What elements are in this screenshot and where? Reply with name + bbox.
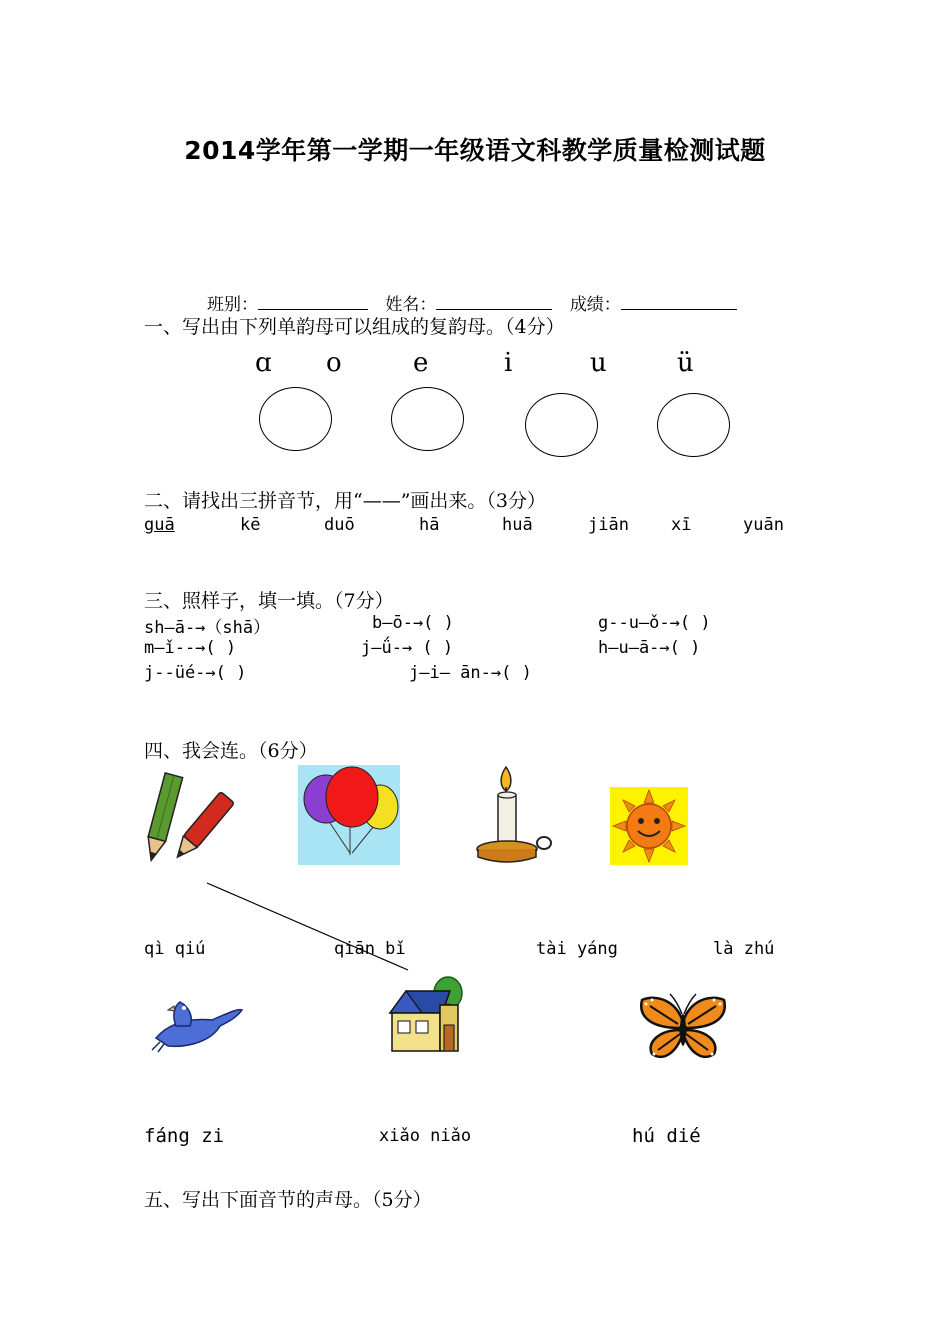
syllable-ha: hā	[419, 515, 440, 535]
bird-icon	[150, 992, 244, 1054]
section2-heading: 二、请找出三拼音节，用“——”画出来。（3分）	[144, 490, 547, 512]
section4-heading: 四、我会连。（6分）	[144, 740, 318, 762]
syllable-ke: kē	[240, 515, 261, 535]
vowel-u: u	[590, 348, 607, 378]
name-label: 姓名：	[385, 295, 437, 315]
exercise-item[interactable]: m—ǐ--→( )	[144, 638, 237, 658]
syllable-yuan: yuān	[743, 515, 784, 535]
exercise-item[interactable]: j—i— ān-→( )	[409, 663, 532, 683]
label-qiqiu: qì qiú	[144, 939, 206, 959]
syllable-hua: huā	[502, 515, 533, 535]
butterfly-icon	[636, 992, 730, 1064]
vowel-u-umlaut: ü	[677, 348, 694, 378]
syllable-xi: xī	[671, 515, 692, 535]
label-fangzi: fáng zi	[144, 1125, 225, 1147]
house-icon	[386, 975, 464, 1057]
label-xiaoniao: xiǎo niǎo	[379, 1126, 472, 1146]
syllable-jian: jiān	[588, 515, 629, 535]
class-label: 班别：	[207, 295, 258, 315]
label-taiyang: tài yáng	[536, 939, 618, 959]
exercise-item[interactable]: h—u—ā-→( )	[598, 638, 701, 658]
vowel-i: i	[504, 348, 513, 378]
section3-heading: 三、照样子，填一填。（7分）	[144, 590, 394, 612]
label-lazhu: là zhú	[713, 939, 775, 959]
section5-heading: 五、写出下面音节的声母。（5分）	[144, 1189, 432, 1211]
exercise-item[interactable]: j—ǘ-→ ( )	[361, 638, 454, 658]
exercise-item[interactable]: b—ō-→( )	[372, 613, 454, 633]
label-qianbi: qiān bǐ	[334, 939, 406, 959]
exercise-item[interactable]: j--üé-→( )	[144, 663, 247, 683]
syllable-gua: guā	[144, 515, 175, 535]
section1-heading: 一、写出由下列单韵母可以组成的复韵母。（4分）	[144, 316, 565, 338]
vowel-a: ɑ	[255, 348, 272, 378]
score-label: 成绩：	[569, 295, 621, 315]
syllable-duo: duō	[324, 515, 355, 535]
vowel-o: o	[326, 348, 342, 378]
page-title: 2014学年第一学期一年级语文科教学质量检测试题	[184, 136, 766, 165]
example-item: sh—ā-→（shā）	[144, 618, 271, 638]
label-hudie: hú dié	[632, 1125, 701, 1147]
exercise-item[interactable]: g--u—ǒ-→( )	[598, 613, 711, 633]
vowel-e: e	[413, 348, 429, 378]
